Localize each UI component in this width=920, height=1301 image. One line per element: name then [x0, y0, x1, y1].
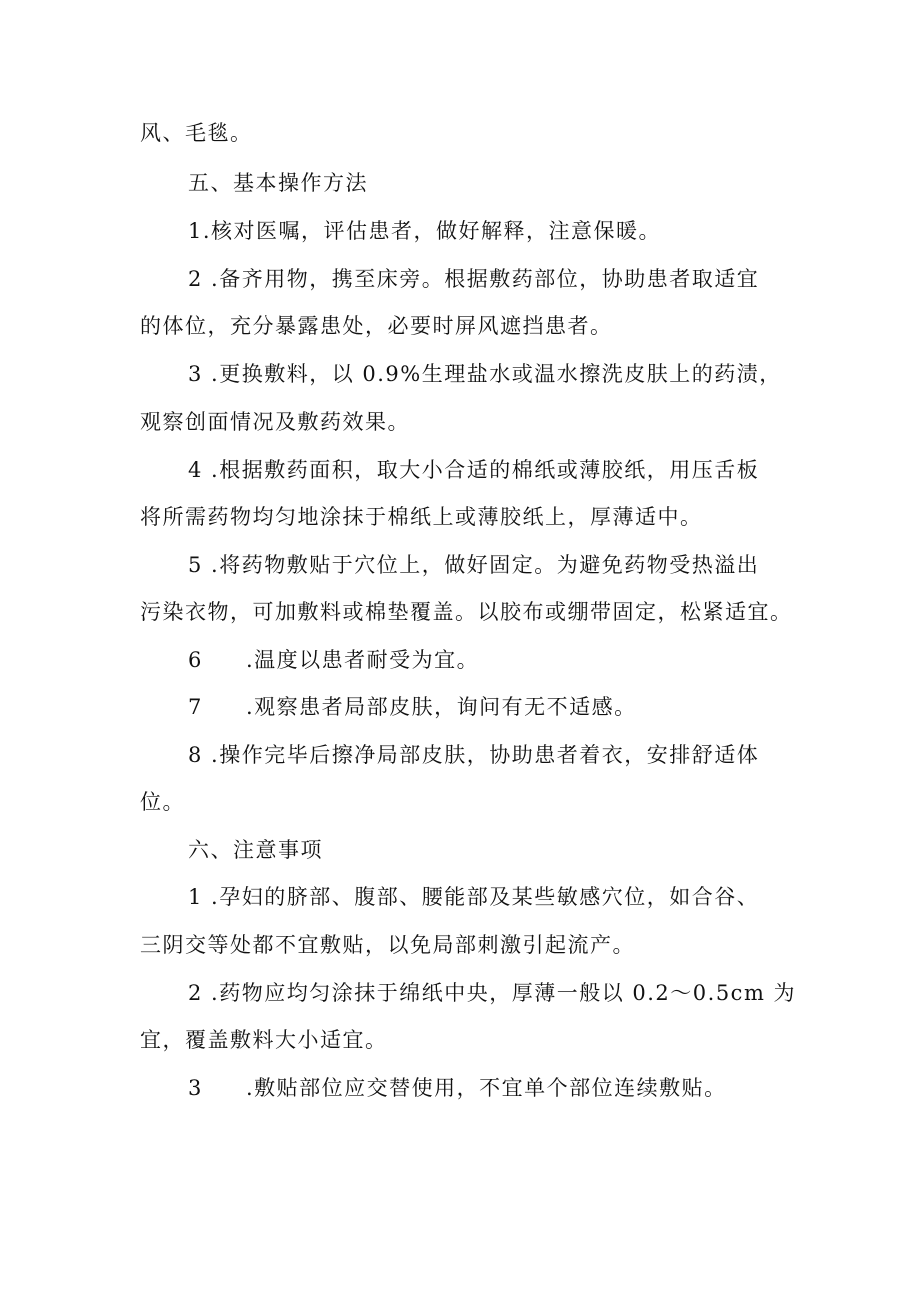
- item-text: .观察患者局部皮肤，询问有无不适感。: [246, 695, 637, 719]
- item-text: .敷贴部位应交替使用，不宜单个部位连续敷贴。: [246, 1076, 727, 1100]
- text-line: 位。: [140, 790, 185, 814]
- list-item: 5 .将药物敷贴于穴位上，做好固定。为避免药物受热溢出: [188, 553, 760, 577]
- list-item: 4 .根据敷药面积，取大小合适的棉纸或薄胶纸，用压舌板: [188, 458, 760, 482]
- text-line: 污染衣物，可加敷料或棉垫覆盖。以胶布或绷带固定，松紧适宜。: [140, 600, 793, 624]
- list-item: [188, 692, 637, 722]
- item-number: 3: [188, 1076, 203, 1100]
- list-item: [188, 645, 479, 675]
- item-text: .温度以患者耐受为宜。: [246, 648, 480, 672]
- list-item: 2 .备齐用物，携至床旁。根据敷药部位，协助患者取适宜: [188, 267, 760, 291]
- list-item: 8 .操作完毕后擦净局部皮肤，协助患者着衣，安排舒适体: [188, 743, 760, 767]
- text-line: 将所需药物均匀地涂抹于棉纸上或薄胶纸上，厚薄适中。: [140, 505, 703, 529]
- list-item: 1 .孕妇的脐部、腹部、腰能部及某些敏感穴位，如合谷、: [188, 885, 760, 909]
- section-heading: 六、注意事项: [188, 838, 323, 862]
- list-item: 1.核对医嘱，评估患者，做好解释，注意保暖。: [188, 219, 662, 243]
- item-number: 7: [188, 695, 203, 719]
- list-item: [188, 1073, 727, 1103]
- list-item: 2 .药物应均匀涂抹于绵纸中央，厚薄一般以 0.2～0.5cm 为: [188, 981, 797, 1005]
- list-item: 3 .更换敷料，以 0.9%生理盐水或温水擦洗皮肤上的药渍，: [188, 362, 782, 386]
- text-line: 的体位，充分暴露患处，必要时屏风遮挡患者。: [140, 314, 613, 338]
- text-line: 三阴交等处都不宜敷贴，以免局部刺激引起流产。: [140, 933, 635, 957]
- text-line: 风、毛毯。: [140, 121, 253, 145]
- text-line: 宜，覆盖敷料大小适宜。: [140, 1028, 388, 1052]
- item-number: 6: [188, 648, 203, 672]
- text-line: 观察创面情况及敷药效果。: [140, 410, 410, 434]
- section-heading: 五、基本操作方法: [188, 171, 368, 195]
